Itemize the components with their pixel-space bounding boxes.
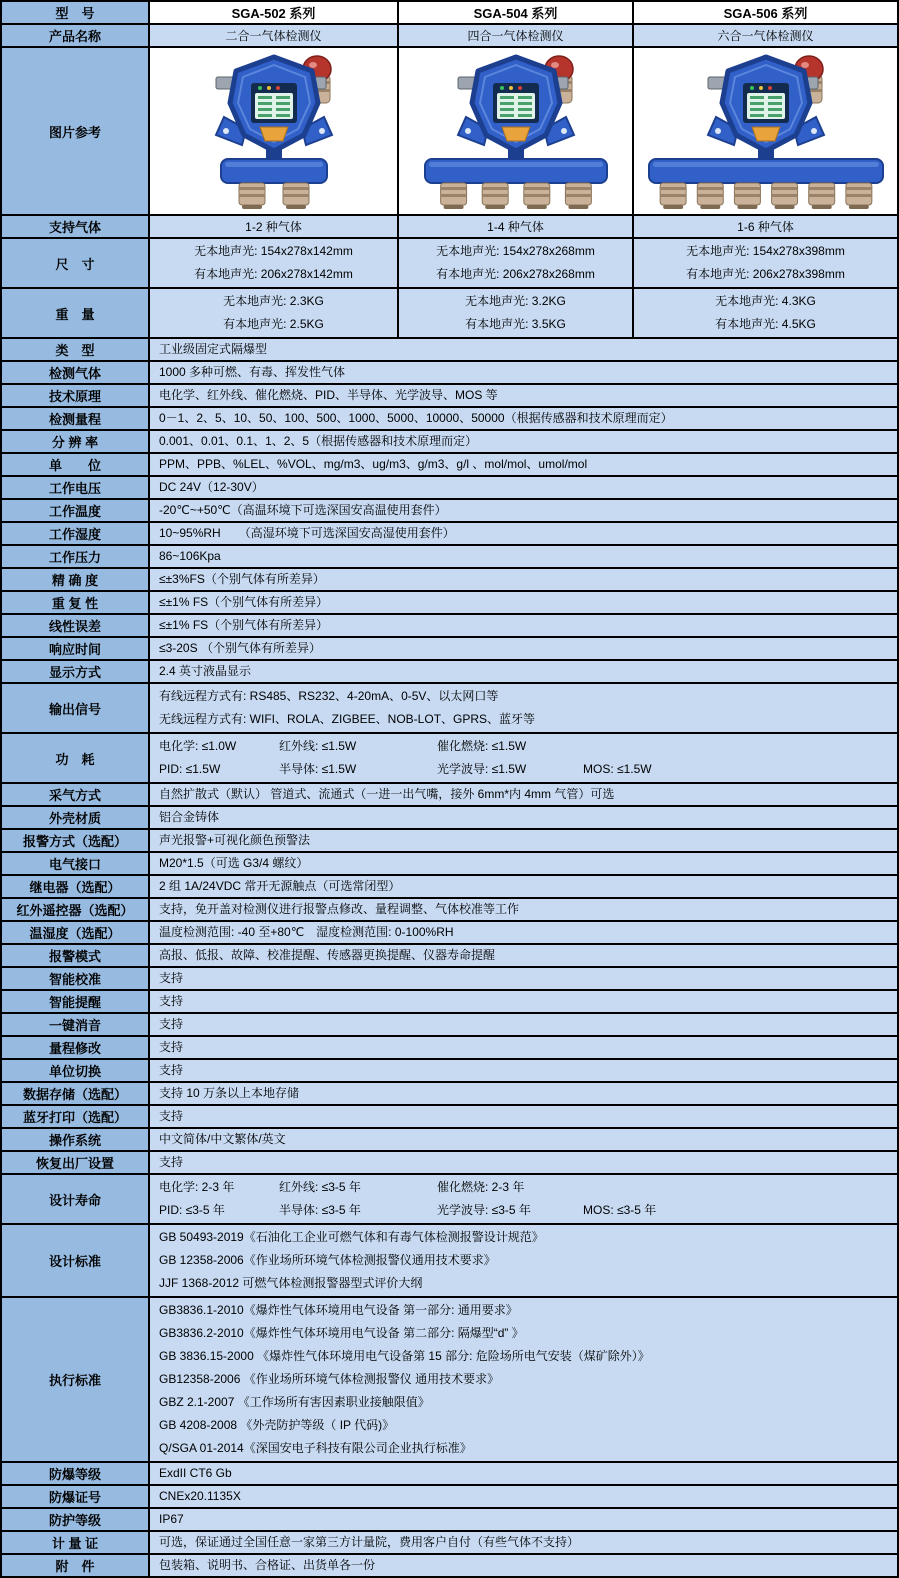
value-linearity-error xyxy=(150,615,897,636)
spec-row-sampling-method xyxy=(2,782,897,805)
row-label-response-time: 响应时间 xyxy=(2,638,150,659)
value-working-humidity xyxy=(150,523,897,544)
cell-line: 无本地声光: 2.3KG xyxy=(223,294,324,308)
cell-model-header-0: SGA-502 系列 xyxy=(150,2,399,23)
spec-row-ir-remote xyxy=(2,897,897,920)
row-label-weight: 重 量 xyxy=(2,289,150,337)
value-line: 支持 xyxy=(159,1155,184,1169)
spec-row-supported-gases xyxy=(2,214,897,237)
row-label-alarm-method: 报警方式（选配） xyxy=(2,830,150,851)
value-item: 电化学: ≤1.0W xyxy=(159,739,237,753)
spec-row-data-storage xyxy=(2,1081,897,1104)
spec-row-housing-material xyxy=(2,805,897,828)
cell-line: 无本地声光: 3.2KG xyxy=(465,294,566,308)
row-label-ir-remote: 红外遥控器（选配） xyxy=(2,899,150,920)
spec-row-factory-reset xyxy=(2,1150,897,1173)
spec-row-metrology-cert xyxy=(2,1530,897,1553)
spec-row-smart-calibration xyxy=(2,966,897,989)
row-label-explosion-proof-cert: 防爆证号 xyxy=(2,1486,150,1507)
row-label-temp-humidity-option: 温湿度（选配） xyxy=(2,922,150,943)
value-working-pressure xyxy=(150,546,897,567)
cell-line: 有本地声光: 4.5KG xyxy=(715,317,816,331)
spec-row-electrical-interface xyxy=(2,851,897,874)
value-units xyxy=(150,454,897,475)
value-line: 支持 xyxy=(159,1063,184,1077)
value-one-key-mute xyxy=(150,1014,897,1035)
value-accessories xyxy=(150,1555,897,1576)
value-line: 有线远程方式有: RS485、RS232、4-20mA、0-5V、以太网口等 xyxy=(159,689,499,703)
row-label-units: 单 位 xyxy=(2,454,150,475)
value-design-standards xyxy=(150,1225,897,1296)
value-item: 光学波导: ≤3-5 年 xyxy=(437,1203,531,1217)
value-item: 电化学: 2-3 年 xyxy=(159,1180,235,1194)
cell-line: 有本地声光: 206x278x268mm xyxy=(436,267,595,281)
value-line: 铝合金铸体 xyxy=(159,810,220,824)
row-label-sampling-method: 采气方式 xyxy=(2,784,150,805)
value-housing-material xyxy=(150,807,897,828)
spec-row-accuracy xyxy=(2,567,897,590)
row-label-working-pressure: 工作压力 xyxy=(2,546,150,567)
value-line: PPM、PPB、%LEL、%VOL、mg/m3、ug/m3、g/m3、g/l 、mol/mol、umol/mol xyxy=(159,457,588,471)
value-line: Q/SGA 01-2014《深国安电子科技有限公司企业执行标准》 xyxy=(159,1441,472,1455)
cell-dimensions-1 xyxy=(399,239,634,287)
row-label-metrology-cert: 计 量 证 xyxy=(2,1532,150,1553)
detector-image-sga-504 xyxy=(399,48,634,214)
value-item: 半导体: ≤1.5W xyxy=(279,762,357,776)
value-line: 支持 10 万条以上本地存储 xyxy=(159,1086,300,1100)
value-line xyxy=(159,735,583,758)
value-line: GB 3836.15-2000 《爆炸性气体环境用电气设备第 15 部分: 危险场所电气安装（煤矿除外）》 xyxy=(159,1349,650,1363)
row-label-bluetooth-printing: 蓝牙打印（选配） xyxy=(2,1106,150,1127)
spec-row-explosion-proof-cert xyxy=(2,1484,897,1507)
value-working-voltage xyxy=(150,477,897,498)
row-label-housing-material: 外壳材质 xyxy=(2,807,150,828)
spec-row-range-modification xyxy=(2,1035,897,1058)
cell-dimensions-2 xyxy=(634,239,897,287)
row-label-relay: 继电器（选配） xyxy=(2,876,150,897)
spec-row-execution-standards xyxy=(2,1296,897,1461)
value-line: 0.001、0.01、0.1、1、2、5（根据传感器和技术原理而定） xyxy=(159,434,478,448)
spec-row-resolution xyxy=(2,429,897,452)
value-operating-system xyxy=(150,1129,897,1150)
spec-row-measuring-range xyxy=(2,406,897,429)
row-label-explosion-proof-grade: 防爆等级 xyxy=(2,1463,150,1484)
value-line: 支持，免开盖对检测仪进行报警点修改、量程调整、气体校准等工作 xyxy=(159,902,520,916)
value-data-storage xyxy=(150,1083,897,1104)
value-temp-humidity-option xyxy=(150,922,897,943)
spec-row-design-life xyxy=(2,1173,897,1223)
row-label-measuring-range: 检测量程 xyxy=(2,408,150,429)
cell-product-name-1: 四合一气体检测仪 xyxy=(399,25,634,46)
row-label-unit-switching: 单位切换 xyxy=(2,1060,150,1081)
spec-row-working-humidity xyxy=(2,521,897,544)
row-label-linearity-error: 线性误差 xyxy=(2,615,150,636)
value-line: GB 12358-2006《作业场所环境气体检测报警仪通用技术要求》 xyxy=(159,1253,496,1267)
value-line: 0－1、2、5、10、50、100、500、1000、5000、10000、50000（根据传感器和技术原理而定） xyxy=(159,411,673,425)
value-line: DC 24V（12-30V） xyxy=(159,480,264,494)
row-label-repeatability: 重 复 性 xyxy=(2,592,150,613)
value-line: ≤±3%FS（个别气体有所差异） xyxy=(159,572,325,586)
spec-row-display xyxy=(2,659,897,682)
value-line: GB 50493-2019《石油化工企业可燃气体和有毒气体检测报警设计规范》 xyxy=(159,1230,544,1244)
cell-supported-gases-0: 1-2 种气体 xyxy=(150,216,399,237)
value-line: 中文简体/中文繁体/英文 xyxy=(159,1132,286,1146)
cell-product-name-2: 六合一气体检测仪 xyxy=(634,25,897,46)
row-label-operating-system: 操作系统 xyxy=(2,1129,150,1150)
value-item: 红外线: ≤3-5 年 xyxy=(279,1180,361,1194)
value-line: 支持 xyxy=(159,1017,184,1031)
value-metrology-cert xyxy=(150,1532,897,1553)
cell-line: 无本地声光: 154x278x398mm xyxy=(686,244,845,258)
value-line: 工业级固定式隔爆型 xyxy=(159,342,268,356)
spec-row-working-voltage xyxy=(2,475,897,498)
value-line: GBZ 2.1-2007 《工作场所有害因素职业接触限值》 xyxy=(159,1395,430,1409)
value-line: 86~106Kpa xyxy=(159,549,221,563)
row-label-resolution: 分 辨 率 xyxy=(2,431,150,452)
spec-row-design-standards xyxy=(2,1223,897,1296)
row-label-factory-reset: 恢复出厂设置 xyxy=(2,1152,150,1173)
row-label-supported-gases: 支持气体 xyxy=(2,216,150,237)
value-line: 支持 xyxy=(159,971,184,985)
value-line: JJF 1368-2012 可燃气体检测报警器型式评价大纲 xyxy=(159,1276,423,1290)
row-label-type: 类 型 xyxy=(2,339,150,360)
value-response-time xyxy=(150,638,897,659)
value-unit-switching xyxy=(150,1060,897,1081)
cell-line: 有本地声光: 206x278x142mm xyxy=(194,267,353,281)
value-line: 无线远程方式有: WIFI、ROLA、ZIGBEE、NOB-LOT、GPRS、蓝牙等 xyxy=(159,712,536,726)
value-display xyxy=(150,661,897,682)
value-item: MOS: ≤3-5 年 xyxy=(583,1203,657,1217)
row-label-technology: 技术原理 xyxy=(2,385,150,406)
spec-row-working-pressure xyxy=(2,544,897,567)
row-label-accessories: 附 件 xyxy=(2,1555,150,1576)
value-alarm-method xyxy=(150,830,897,851)
value-line: 1000 多种可燃、有毒、挥发性气体 xyxy=(159,365,346,379)
spec-row-units xyxy=(2,452,897,475)
value-protection-rating xyxy=(150,1509,897,1530)
spec-row-detected-gases xyxy=(2,360,897,383)
value-line: 自然扩散式（默认） 管道式、流通式（一进一出气嘴，接外 6mm*内 4mm 气管）可选 xyxy=(159,787,615,801)
value-line: 支持 xyxy=(159,1040,184,1054)
spec-row-relay xyxy=(2,874,897,897)
value-line: 声光报警+可视化颜色预警法 xyxy=(159,833,311,847)
spec-row-repeatability xyxy=(2,590,897,613)
row-label-display: 显示方式 xyxy=(2,661,150,682)
value-alarm-modes xyxy=(150,945,897,966)
value-line: 支持 xyxy=(159,994,184,1008)
row-label-design-standards: 设计标准 xyxy=(2,1225,150,1296)
value-line: GB3836.2-2010《爆炸性气体环境用电气设备 第二部分: 隔爆型“d” 》 xyxy=(159,1326,524,1340)
cell-product-name-0: 二合一气体检测仪 xyxy=(150,25,399,46)
value-item: MOS: ≤1.5W xyxy=(583,762,652,776)
spec-row-operating-system xyxy=(2,1127,897,1150)
cell-weight-2 xyxy=(634,289,897,337)
detector-image-sga-506 xyxy=(634,48,897,214)
value-line: CNEx20.1135X xyxy=(159,1489,241,1503)
cell-model-header-1: SGA-504 系列 xyxy=(399,2,634,23)
row-label-detected-gases: 检测气体 xyxy=(2,362,150,383)
spec-row-model-header xyxy=(2,2,897,23)
spec-row-explosion-proof-grade xyxy=(2,1461,897,1484)
value-line xyxy=(159,758,652,781)
row-label-product-name: 产品名称 xyxy=(2,25,150,46)
spec-row-type xyxy=(2,337,897,360)
value-type xyxy=(150,339,897,360)
value-resolution xyxy=(150,431,897,452)
spec-row-output-signal xyxy=(2,682,897,732)
value-item: PID: ≤1.5W xyxy=(159,762,221,776)
value-accuracy xyxy=(150,569,897,590)
spec-row-temp-humidity-option xyxy=(2,920,897,943)
row-label-electrical-interface: 电气接口 xyxy=(2,853,150,874)
row-label-model-header: 型 号 xyxy=(2,2,150,23)
row-label-accuracy: 精 确 度 xyxy=(2,569,150,590)
cell-line: 有本地声光: 2.5KG xyxy=(223,317,324,331)
value-line xyxy=(159,1176,583,1199)
value-repeatability xyxy=(150,592,897,613)
row-label-smart-calibration: 智能校准 xyxy=(2,968,150,989)
value-explosion-proof-grade xyxy=(150,1463,897,1484)
value-line: IP67 xyxy=(159,1512,184,1526)
spec-row-response-time xyxy=(2,636,897,659)
cell-supported-gases-2: 1-6 种气体 xyxy=(634,216,897,237)
value-item: 催化燃烧: 2-3 年 xyxy=(437,1180,525,1194)
cell-model-header-2: SGA-506 系列 xyxy=(634,2,897,23)
value-item: 红外线: ≤1.5W xyxy=(279,739,357,753)
value-line: -20℃~+50℃（高温环境下可选深国安高温使用套件） xyxy=(159,503,447,517)
value-line: GB 4208-2008 《外壳防护等级（ IP 代码)》 xyxy=(159,1418,395,1432)
cell-line: 无本地声光: 154x278x268mm xyxy=(436,244,595,258)
value-line: 10~95%RH （高湿环境下可选深国安高湿使用套件） xyxy=(159,526,455,540)
cell-line: 有本地声光: 3.5KG xyxy=(465,317,566,331)
value-line: ExdII CT6 Gb xyxy=(159,1466,232,1480)
value-power-consumption xyxy=(150,734,897,782)
value-line xyxy=(159,1199,656,1222)
cell-dimensions-0 xyxy=(150,239,399,287)
row-label-working-humidity: 工作湿度 xyxy=(2,523,150,544)
row-label-protection-rating: 防护等级 xyxy=(2,1509,150,1530)
cell-supported-gases-1: 1-4 种气体 xyxy=(399,216,634,237)
value-item: PID: ≤3-5 年 xyxy=(159,1203,225,1217)
value-design-life xyxy=(150,1175,897,1223)
row-label-execution-standards: 执行标准 xyxy=(2,1298,150,1461)
value-range-modification xyxy=(150,1037,897,1058)
spec-row-product-name xyxy=(2,23,897,46)
row-label-power-consumption: 功 耗 xyxy=(2,734,150,782)
spec-row-working-temperature xyxy=(2,498,897,521)
value-item: 催化燃烧: ≤1.5W xyxy=(437,739,527,753)
row-label-alarm-modes: 报警模式 xyxy=(2,945,150,966)
value-smart-calibration xyxy=(150,968,897,989)
spec-row-product-images xyxy=(2,46,897,214)
value-sampling-method xyxy=(150,784,897,805)
value-smart-reminder xyxy=(150,991,897,1012)
value-line: 2 组 1A/24VDC 常开无源触点（可选常闭型） xyxy=(159,879,401,893)
cell-line: 有本地声光: 206x278x398mm xyxy=(686,267,845,281)
value-measuring-range xyxy=(150,408,897,429)
spec-row-weight xyxy=(2,287,897,337)
value-detected-gases xyxy=(150,362,897,383)
row-label-output-signal: 输出信号 xyxy=(2,684,150,732)
row-label-one-key-mute: 一键消音 xyxy=(2,1014,150,1035)
spec-row-power-consumption xyxy=(2,732,897,782)
value-item: 光学波导: ≤1.5W xyxy=(437,762,527,776)
value-line: 温度检测范围: -40 至+80℃ 湿度检测范围: 0-100%RH xyxy=(159,925,454,939)
spec-row-unit-switching xyxy=(2,1058,897,1081)
row-label-working-temperature: 工作温度 xyxy=(2,500,150,521)
row-label-design-life: 设计寿命 xyxy=(2,1175,150,1223)
value-line: 支持 xyxy=(159,1109,184,1123)
value-ir-remote xyxy=(150,899,897,920)
cell-line: 无本地声光: 154x278x142mm xyxy=(194,244,353,258)
value-electrical-interface xyxy=(150,853,897,874)
spec-row-dimensions xyxy=(2,237,897,287)
value-output-signal xyxy=(150,684,897,732)
cell-weight-1 xyxy=(399,289,634,337)
value-line: 2.4 英寸液晶显示 xyxy=(159,664,252,678)
row-label-smart-reminder: 智能提醒 xyxy=(2,991,150,1012)
value-relay xyxy=(150,876,897,897)
spec-row-alarm-modes xyxy=(2,943,897,966)
spec-row-bluetooth-printing xyxy=(2,1104,897,1127)
spec-row-one-key-mute xyxy=(2,1012,897,1035)
value-line: GB12358-2006 《作业场所环境气体检测报警仪 通用技术要求》 xyxy=(159,1372,500,1386)
cell-line: 无本地声光: 4.3KG xyxy=(715,294,816,308)
row-label-working-voltage: 工作电压 xyxy=(2,477,150,498)
row-label-range-modification: 量程修改 xyxy=(2,1037,150,1058)
value-line: M20*1.5（可选 G3/4 螺纹） xyxy=(159,856,309,870)
value-line: 可选，保证通过全国任意一家第三方计量院，费用客户自付（有些气体不支持） xyxy=(159,1535,580,1549)
spec-row-alarm-method xyxy=(2,828,897,851)
row-label-product-images: 图片参考 xyxy=(2,48,150,214)
value-line: ≤±1% FS（个别气体有所差异） xyxy=(159,595,329,609)
value-line: 包装箱、说明书、合格证、出货单各一份 xyxy=(159,1558,376,1572)
row-label-data-storage: 数据存储（选配） xyxy=(2,1083,150,1104)
value-line: 高报、低报、故障、校准提醒、传感器更换提醒、仪器寿命提醒 xyxy=(159,948,496,962)
spec-row-smart-reminder xyxy=(2,989,897,1012)
value-line: ≤±1% FS（个别气体有所差异） xyxy=(159,618,329,632)
value-bluetooth-printing xyxy=(150,1106,897,1127)
value-line: 电化学、红外线、催化燃烧、PID、半导体、光学波导、MOS 等 xyxy=(159,388,498,402)
detector-image-sga-502 xyxy=(150,48,399,214)
cell-weight-0 xyxy=(150,289,399,337)
value-line: ≤3-20S （个别气体有所差异） xyxy=(159,641,321,655)
value-item: 半导体: ≤3-5 年 xyxy=(279,1203,361,1217)
row-label-dimensions: 尺 寸 xyxy=(2,239,150,287)
spec-row-linearity-error xyxy=(2,613,897,636)
spec-row-technology xyxy=(2,383,897,406)
spec-row-accessories xyxy=(2,1553,897,1576)
value-factory-reset xyxy=(150,1152,897,1173)
value-execution-standards xyxy=(150,1298,897,1461)
value-technology xyxy=(150,385,897,406)
value-explosion-proof-cert xyxy=(150,1486,897,1507)
value-line: GB3836.1-2010《爆炸性气体环境用电气设备 第一部分: 通用要求》 xyxy=(159,1303,518,1317)
spec-row-protection-rating xyxy=(2,1507,897,1530)
value-working-temperature xyxy=(150,500,897,521)
